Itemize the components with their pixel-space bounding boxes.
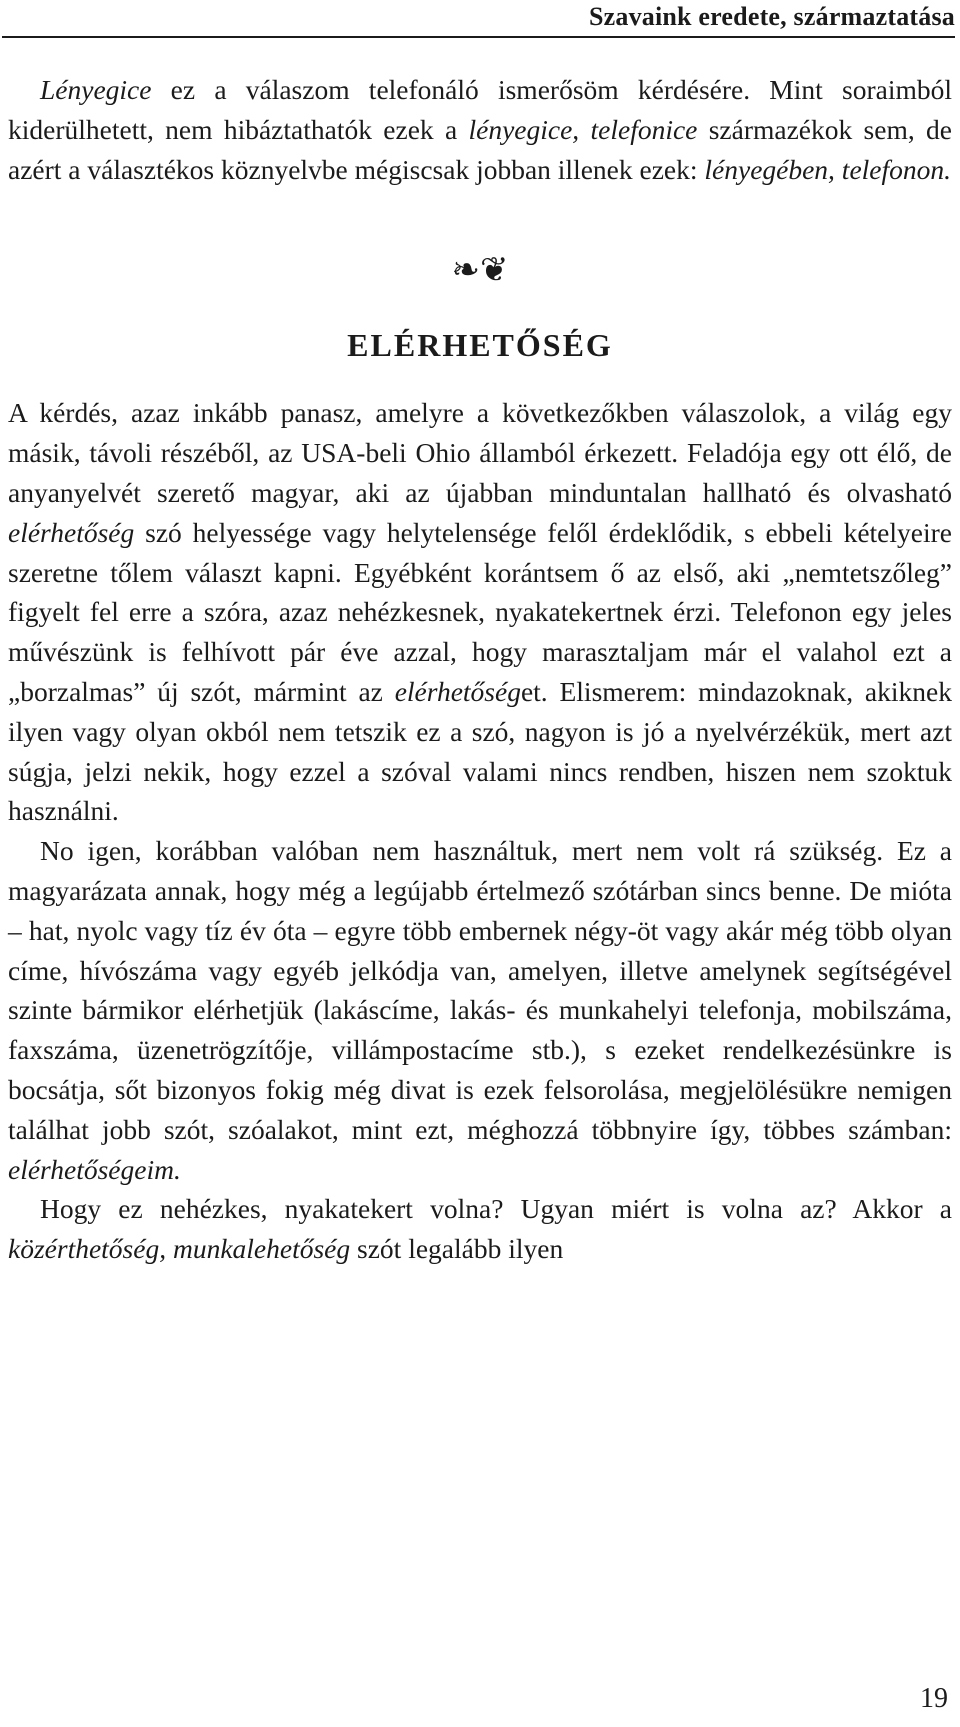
page-number: 19 — [920, 1683, 948, 1714]
intro-italic-2: lényegice, telefonice — [468, 113, 698, 145]
ornament-icon: ❧❦ — [451, 252, 509, 290]
intro-italic-3: lényegében, telefonon. — [704, 153, 952, 185]
p1-italic-1: elérhetőség — [8, 516, 135, 548]
running-head-title: Szavaink eredete, származtatása — [588, 2, 955, 31]
page-body — [8, 70, 952, 1269]
intro-text-1: ez a válaszom telefonáló ismerősöm kérdésére. Mint soraimból kiderülhetett, nem hibáztathatók ezek a — [8, 74, 952, 145]
paragraph-3 — [8, 1189, 952, 1269]
p1-text-2: szó helyessége vagy helytelensége felől érdeklődik, s ebbeli kételyeire szeretne tőlem választ kapni. Egyébként korántsem ő az első, aki „nemtetszőleg” figyelt fel erre a szóra, azaz nehézkesnek, nyakatekertnek érzi. Telefonon egy jeles művészünk is felhívott pár éve azzal, hogy marasztaljam már el valahol ezt a „borzalmas” új szót, mármint az — [8, 516, 952, 707]
section-heading: ELÉRHETŐSÉG — [347, 327, 613, 364]
paragraph-2 — [8, 831, 952, 1189]
p1-italic-2: elérhetőség — [394, 675, 521, 707]
p1-text-1: A kérdés, azaz inkább panasz, amelyre a következőkben válaszolok, a világ egy másik, távoli részéből, az USA-beli Ohio államból érkezett. Feladója egy ott élő, de anyanyelvét szerető magyar, aki az újabban minduntalan hallható és olvasható — [8, 397, 952, 508]
p3-italic-1: közérthetőség, munkalehetőség — [8, 1233, 351, 1265]
p3-text-1: Hogy ez nehézkes, nyakatekert volna? Ugyan miért is volna az? Akkor a — [40, 1193, 952, 1225]
p2-text-1: No igen, korábban valóban nem használtuk, mert nem volt rá szükség. Ez a magyarázata annak, hogy még a legújabb értelmező szótárban sincs benne. De mióta – hat, nyolc vagy tíz év óta – egyre több embernek négy-öt vagy akár még több olyan címe, hívószáma vagy egyéb jelkódja van, amelyen, illetve amelynek segítségével szinte bármikor elérhetjük (lakáscíme, lakás- és munkahelyi telefonja, mobilszáma, faxszáma, üzenetrögzítője, villámpostacíme stb.), s ezeket rendelkezésünkre is bocsátja, sőt bizonyos fokig még divat is ezek felsorolása, megjelölésükre nemigen találhat jobb szót, szóalakot, mint ezt, méghozzá többnyire így, többes számban: — [8, 835, 952, 1145]
running-head — [0, 0, 955, 38]
p1-text-3: et. Elismerem: mindazoknak, akiknek ilyen vagy olyan okból nem tetszik ez a szó, nagyon is jó a nyelvérzékük, mert azt súgja, jelzi nekik, hogy ezzel a szóval valami nincs rendben, hiszen nem szoktuk használni. — [8, 675, 952, 827]
intro-italic-1: Lényegice — [40, 74, 152, 105]
p3-text-2: szót legalább ilyen — [350, 1233, 564, 1265]
intro-text-2: származékok sem, de azért a választékos köznyelvbe mégiscsak jobban illenek ezek: — [8, 113, 952, 185]
header-rule — [2, 36, 955, 38]
p2-italic-1: elérhetőségeim. — [8, 1153, 181, 1185]
intro-paragraph — [8, 70, 952, 189]
paragraph-1 — [8, 393, 952, 831]
